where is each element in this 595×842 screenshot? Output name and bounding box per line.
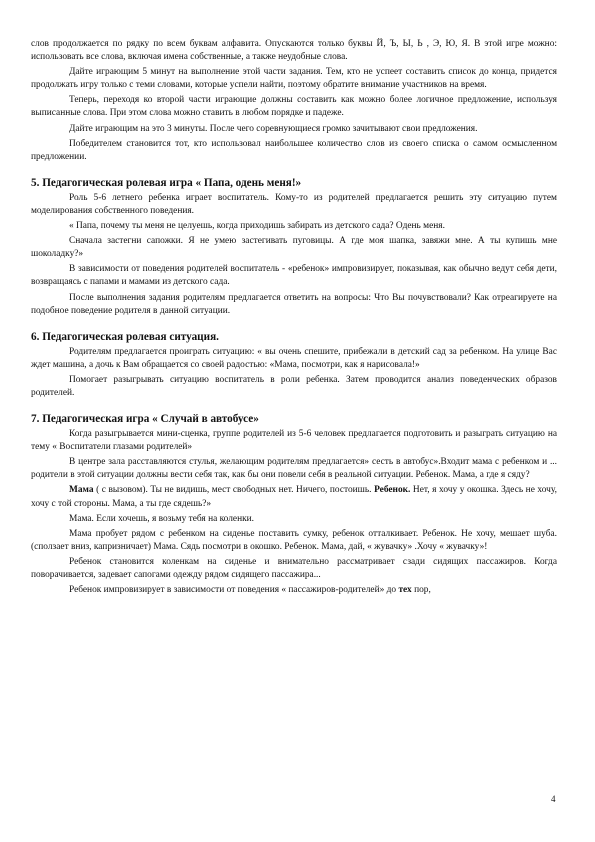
section-heading-5: 5. Педагогическая ролевая игра « Папа, одень меня!»: [31, 176, 302, 189]
paragraph: [31, 484, 557, 510]
dialogue-text: ( с вызовом). Ты не видишь, мест свободных нет. Ничего, постоишь.: [93, 485, 375, 496]
paragraph: В центре зала расставляются стулья, желающим родителям предлагается» сесть в автобус».Входит мама с ребенком и ... родители в этой ситуации должны вести себя так, как бы они повели себя в реальной ситуации. Ребенок. Мама, а где я сяду?: [31, 457, 557, 481]
paragraph: После выполнения задания родителям предлагается ответить на вопросы: Что Вы почувствовали? Как отреагируете на подобное поведение родителя в данной ситуации.: [31, 292, 557, 316]
paragraph: Победителем становится тот, кто использовал наибольшее количество слов из своего списка о самом осмысленном предложении.: [31, 138, 557, 162]
paragraph: « Папа, почему ты меня не целуешь, когда приходишь забирать из детского сада? Одень меня.: [69, 221, 445, 232]
speaker-label: Ребенок.: [374, 485, 411, 496]
dialogue-text: Нет, я хочу у окошка. Здесь не хочу, хочу с той стороны. Мама, а ты где сядешь?»: [31, 485, 557, 509]
paragraph: Мама пробует рядом с ребенком на сиденье поставить сумку, ребенок отталкивает. Ребенок. Не хочу, мешает шуба.(сползает вниз, капризничает) Мама. Сядь посмотри в окошко. Ребенок. Мама, дай, « жувачку» .Хочу « жувачку»!: [31, 528, 557, 552]
paragraph: Родителям предлагается проиграть ситуацию: « вы очень спешите, прибежали в детский сад за ребенком. На улице Вас ждет машина, а дочь к Вам обращается со своей радостью: «Мама, посмотри, как я нарисовала!»: [31, 346, 557, 370]
paragraph: Мама. Если хочешь, я возьму тебя на коленки.: [69, 513, 255, 524]
paragraph: Ребенок становится коленкам на сиденье и внимательно рассматривает сзади сидящих пассажиров. Когда поворачивается, задевает сапогами одежду рядом сидящего пассажира...: [31, 556, 557, 580]
bold-word: тех: [398, 585, 412, 596]
paragraph: Роль 5-6 летнего ребенка играет воспитатель. Кому-то из родителей предлагается решить эту ситуацию путем моделирования собственного поведения.: [31, 192, 557, 216]
section-heading-7: 7. Педагогическая игра « Случай в автобусе»: [31, 413, 259, 426]
paragraph: слов продолжается по рядку по всем буквам алфавита. Опускаются только буквы Й, Ъ, Ы, Ь , Э, Ю, Я. В этой игре можно: использовать все слова, включая имена собственные, а также неудобные слова.: [31, 39, 557, 63]
paragraph: Когда разыгрывается мини-сценка, группе родителей из 5-6 человек предлагается подготовить и разыграть ситуацию на тему « Воспитатели глазами родителей»: [31, 429, 557, 453]
paragraph: [31, 584, 557, 597]
speaker-label: Мама: [69, 485, 94, 496]
paragraph: Дайте играющим 5 минут на выполнение этой части задания. Тем, кто не успеет составить список до конца, придется продолжать игру только с теми словами, которые успели найти, поэтому обратите внимание участников на время.: [31, 67, 557, 91]
page-number: 4: [551, 794, 556, 804]
document-page: [31, 38, 557, 599]
paragraph: Помогает разыгрывать ситуацию воспитатель в роли ребенка. Затем проводится анализ поведенческих образов родителей.: [31, 374, 557, 398]
paragraph: Теперь, переходя ко второй части играющие должны составить как можно более логичное предложение, используя выписанные слова. При этом слова можно ставить в любом порядке и падеже.: [31, 95, 557, 119]
paragraph: Сначала застегни сапожки. Я не умею застегивать пуговицы. А где моя шапка, завяжи мне. А ты купишь мне шоколадку?»: [31, 236, 557, 260]
paragraph-text: Ребенок импровизирует в зависимости от поведения « пассажиров-родителей» до: [69, 585, 399, 596]
section-heading-6: 6. Педагогическая ролевая ситуация.: [31, 330, 219, 343]
paragraph: В зависимости от поведения родителей воспитатель - «ребенок» импровизирует, показывая, как обычно ведут себя дети, возвращаясь с папами и мамами из детского сада.: [31, 264, 557, 288]
paragraph: Дайте играющим на это 3 минуты. После чего соревнующиеся громко зачитывают свои предложения.: [69, 123, 478, 134]
paragraph-text: пор,: [411, 585, 431, 596]
